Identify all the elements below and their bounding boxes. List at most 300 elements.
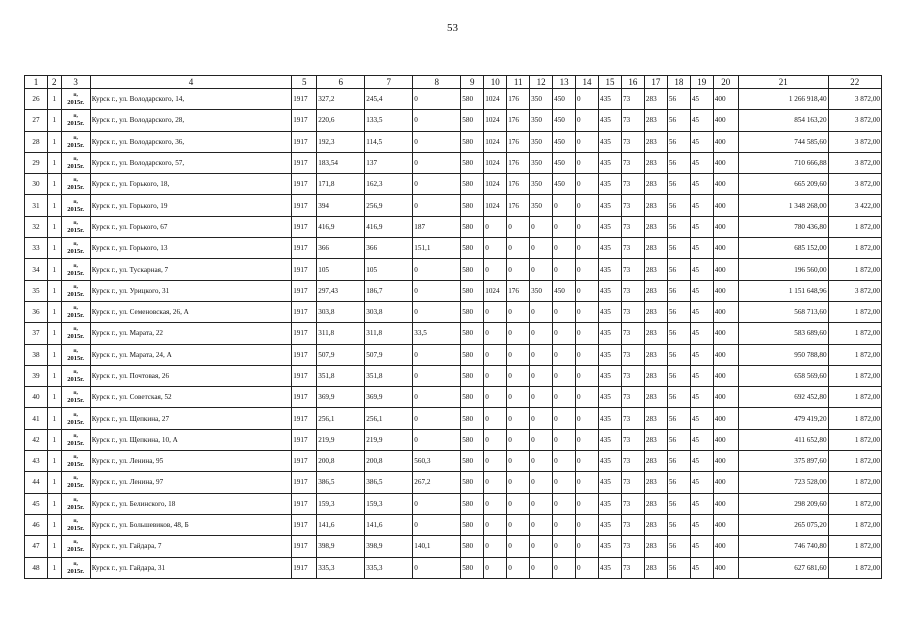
col-15-cell: 435 (599, 280, 622, 301)
col-13-cell: 450 (553, 152, 576, 173)
period-year: 2015г. (67, 226, 85, 234)
period-cell (61, 131, 90, 152)
year-built-cell: 1917 (292, 195, 317, 216)
total-area-cell: 303,8 (317, 301, 365, 322)
col-9-cell: 580 (461, 514, 484, 535)
period-year: 2015г. (67, 418, 85, 426)
rate-cell: 3 422,00 (828, 195, 881, 216)
address-cell: Курск г., ул. Тускарная, 7 (90, 259, 291, 280)
address-cell: Курск г., ул. Володарского, 28, (90, 110, 291, 131)
col-14-cell: 0 (576, 110, 599, 131)
address-cell: Курск г., ул. Большевиков, 48, Б (90, 514, 291, 535)
rate-cell: 1 872,00 (828, 216, 881, 237)
col-9-cell: 580 (461, 493, 484, 514)
category-cell: 1 (47, 280, 61, 301)
col-14-cell: 0 (576, 493, 599, 514)
col-19-cell: 45 (690, 408, 713, 429)
rate-cell: 1 872,00 (828, 472, 881, 493)
col-8-cell: 0 (413, 493, 461, 514)
year-built-cell: 1917 (292, 216, 317, 237)
col-19-cell: 45 (690, 451, 713, 472)
period-prefix: п, (73, 262, 78, 269)
col-18-cell: 56 (667, 174, 690, 195)
col-16-cell: 73 (621, 472, 644, 493)
address-cell: Курск г., ул. Горького, 18, (90, 174, 291, 195)
col-10-cell: 0 (484, 472, 507, 493)
row-number-cell: 31 (25, 195, 48, 216)
table-row (25, 514, 882, 535)
living-area-cell: 335,3 (365, 557, 413, 578)
col-9-cell: 580 (461, 280, 484, 301)
total-cost-cell: 375 897,60 (738, 451, 828, 472)
period-cell (61, 174, 90, 195)
col-13-cell: 0 (553, 323, 576, 344)
row-number-cell: 41 (25, 408, 48, 429)
col-18-cell: 56 (667, 472, 690, 493)
col-8-cell: 0 (413, 557, 461, 578)
col-18-cell: 56 (667, 195, 690, 216)
col-18-cell: 56 (667, 110, 690, 131)
col-12-cell: 0 (530, 238, 553, 259)
col-15-cell: 435 (599, 131, 622, 152)
period-year: 2015г. (67, 503, 85, 511)
period-year: 2015г. (67, 205, 85, 213)
total-area-cell: 398,9 (317, 536, 365, 557)
col-20-cell: 400 (713, 429, 738, 450)
total-cost-cell: 627 681,60 (738, 557, 828, 578)
table-row (25, 387, 882, 408)
total-area-cell: 219,9 (317, 429, 365, 450)
address-cell: Курск г., ул. Ленина, 95 (90, 451, 291, 472)
col-20-cell: 400 (713, 387, 738, 408)
total-area-cell: 327,2 (317, 89, 365, 110)
living-area-cell: 416,9 (365, 216, 413, 237)
col-9-cell: 580 (461, 472, 484, 493)
col-15-cell: 435 (599, 259, 622, 280)
period-year: 2015г. (67, 312, 85, 320)
col-12-cell: 0 (530, 429, 553, 450)
living-area-cell: 366 (365, 238, 413, 259)
living-area-cell: 507,9 (365, 344, 413, 365)
category-cell: 1 (47, 557, 61, 578)
col-19-cell: 45 (690, 301, 713, 322)
row-number-cell: 27 (25, 110, 48, 131)
col-12-cell: 0 (530, 451, 553, 472)
col-9-cell: 580 (461, 451, 484, 472)
col-14-cell: 0 (576, 152, 599, 173)
category-cell: 1 (47, 344, 61, 365)
rate-cell: 1 872,00 (828, 259, 881, 280)
col-17-cell: 283 (644, 472, 667, 493)
col-17-cell: 283 (644, 408, 667, 429)
row-number-cell: 29 (25, 152, 48, 173)
col-14-cell: 0 (576, 514, 599, 535)
living-area-cell: 114,5 (365, 131, 413, 152)
col-16-cell: 73 (621, 110, 644, 131)
period-cell (61, 89, 90, 110)
period-prefix: п, (73, 305, 78, 312)
col-19-cell: 45 (690, 557, 713, 578)
col-12-cell: 0 (530, 216, 553, 237)
col-16-cell: 73 (621, 451, 644, 472)
row-number-cell: 48 (25, 557, 48, 578)
row-number-cell: 30 (25, 174, 48, 195)
col-12-cell: 0 (530, 493, 553, 514)
col-8-cell: 187 (413, 216, 461, 237)
col-11-cell: 0 (507, 301, 530, 322)
col-13-cell: 0 (553, 514, 576, 535)
total-cost-cell: 1 348 268,00 (738, 195, 828, 216)
col-14-cell: 0 (576, 238, 599, 259)
col-18-cell: 56 (667, 323, 690, 344)
col-19-cell: 45 (690, 514, 713, 535)
col-9-cell: 580 (461, 259, 484, 280)
col-18-cell: 56 (667, 387, 690, 408)
col-15-cell: 435 (599, 514, 622, 535)
rate-cell: 1 872,00 (828, 365, 881, 386)
col-15-cell: 435 (599, 238, 622, 259)
total-area-cell: 220,6 (317, 110, 365, 131)
col-16-cell: 73 (621, 238, 644, 259)
address-cell: Курск г., ул. Володарского, 57, (90, 152, 291, 173)
col-20-cell: 400 (713, 152, 738, 173)
address-cell: Курск г., ул. Марата, 24, А (90, 344, 291, 365)
col-12-cell: 0 (530, 259, 553, 280)
table-row (25, 216, 882, 237)
period-cell (61, 514, 90, 535)
living-area-cell: 137 (365, 152, 413, 173)
period-cell (61, 301, 90, 322)
total-area-cell: 183,54 (317, 152, 365, 173)
category-cell: 1 (47, 472, 61, 493)
total-area-cell: 159,3 (317, 493, 365, 514)
table-row (25, 344, 882, 365)
column-header: 17 (644, 76, 667, 89)
column-header: 8 (413, 76, 461, 89)
table-row (25, 195, 882, 216)
row-number-cell: 38 (25, 344, 48, 365)
col-18-cell: 56 (667, 280, 690, 301)
col-12-cell: 350 (530, 110, 553, 131)
col-12-cell: 350 (530, 131, 553, 152)
category-cell: 1 (47, 493, 61, 514)
rate-cell: 1 872,00 (828, 301, 881, 322)
col-8-cell: 0 (413, 429, 461, 450)
col-14-cell: 0 (576, 216, 599, 237)
col-8-cell: 0 (413, 514, 461, 535)
period-cell (61, 259, 90, 280)
row-number-cell: 34 (25, 259, 48, 280)
category-cell: 1 (47, 110, 61, 131)
row-number-cell: 43 (25, 451, 48, 472)
col-9-cell: 580 (461, 536, 484, 557)
total-cost-cell: 780 436,80 (738, 216, 828, 237)
living-area-cell: 200,8 (365, 451, 413, 472)
col-10-cell: 1024 (484, 110, 507, 131)
total-cost-cell: 723 528,00 (738, 472, 828, 493)
column-header: 6 (317, 76, 365, 89)
year-built-cell: 1917 (292, 344, 317, 365)
period-year: 2015г. (67, 141, 85, 149)
total-area-cell: 171,8 (317, 174, 365, 195)
col-14-cell: 0 (576, 301, 599, 322)
col-12-cell: 0 (530, 344, 553, 365)
category-cell: 1 (47, 451, 61, 472)
address-cell: Курск г., ул. Марата, 22 (90, 323, 291, 344)
category-cell: 1 (47, 238, 61, 259)
total-cost-cell: 854 163,20 (738, 110, 828, 131)
living-area-cell: 159,3 (365, 493, 413, 514)
total-area-cell: 297,43 (317, 280, 365, 301)
col-16-cell: 73 (621, 365, 644, 386)
col-11-cell: 0 (507, 472, 530, 493)
col-19-cell: 45 (690, 472, 713, 493)
col-8-cell: 33,5 (413, 323, 461, 344)
col-11-cell: 0 (507, 493, 530, 514)
total-cost-cell: 265 075,20 (738, 514, 828, 535)
col-17-cell: 283 (644, 493, 667, 514)
col-11-cell: 0 (507, 451, 530, 472)
period-year: 2015г. (67, 567, 85, 575)
total-area-cell: 507,9 (317, 344, 365, 365)
col-17-cell: 283 (644, 238, 667, 259)
col-14-cell: 0 (576, 344, 599, 365)
col-9-cell: 580 (461, 323, 484, 344)
col-11-cell: 0 (507, 344, 530, 365)
period-year: 2015г. (67, 354, 85, 362)
col-16-cell: 73 (621, 216, 644, 237)
col-12-cell: 0 (530, 323, 553, 344)
col-18-cell: 56 (667, 238, 690, 259)
address-cell: Курск г., ул. Горького, 19 (90, 195, 291, 216)
rate-cell: 3 872,00 (828, 131, 881, 152)
column-header: 4 (90, 76, 291, 89)
rate-cell: 3 872,00 (828, 280, 881, 301)
table-row (25, 493, 882, 514)
category-cell: 1 (47, 301, 61, 322)
col-10-cell: 0 (484, 451, 507, 472)
col-14-cell: 0 (576, 174, 599, 195)
period-cell (61, 472, 90, 493)
col-15-cell: 435 (599, 152, 622, 173)
row-number-cell: 40 (25, 387, 48, 408)
col-15-cell: 435 (599, 408, 622, 429)
col-20-cell: 400 (713, 472, 738, 493)
table-row (25, 238, 882, 259)
period-cell (61, 110, 90, 131)
col-16-cell: 73 (621, 195, 644, 216)
address-cell: Курск г., ул. Гайдара, 7 (90, 536, 291, 557)
col-13-cell: 450 (553, 131, 576, 152)
year-built-cell: 1917 (292, 110, 317, 131)
year-built-cell: 1917 (292, 365, 317, 386)
total-cost-cell: 665 209,60 (738, 174, 828, 195)
col-17-cell: 283 (644, 557, 667, 578)
period-cell (61, 387, 90, 408)
year-built-cell: 1917 (292, 451, 317, 472)
col-16-cell: 73 (621, 514, 644, 535)
period-prefix: п, (73, 454, 78, 461)
total-cost-cell: 746 740,80 (738, 536, 828, 557)
col-19-cell: 45 (690, 493, 713, 514)
col-20-cell: 400 (713, 323, 738, 344)
period-prefix: п, (73, 177, 78, 184)
table-row (25, 259, 882, 280)
year-built-cell: 1917 (292, 174, 317, 195)
total-area-cell: 311,8 (317, 323, 365, 344)
period-prefix: п, (73, 369, 78, 375)
col-18-cell: 56 (667, 408, 690, 429)
period-year: 2015г. (67, 99, 85, 107)
col-17-cell: 283 (644, 280, 667, 301)
col-10-cell: 1024 (484, 280, 507, 301)
col-16-cell: 73 (621, 344, 644, 365)
total-area-cell: 141,6 (317, 514, 365, 535)
column-header: 18 (667, 76, 690, 89)
period-prefix: п, (73, 198, 78, 205)
col-14-cell: 0 (576, 387, 599, 408)
col-14-cell: 0 (576, 429, 599, 450)
col-10-cell: 1024 (484, 195, 507, 216)
year-built-cell: 1917 (292, 408, 317, 429)
rate-cell: 3 872,00 (828, 110, 881, 131)
col-15-cell: 435 (599, 89, 622, 110)
col-17-cell: 283 (644, 365, 667, 386)
rate-cell: 1 872,00 (828, 514, 881, 535)
col-14-cell: 0 (576, 536, 599, 557)
col-19-cell: 45 (690, 216, 713, 237)
col-20-cell: 400 (713, 238, 738, 259)
col-11-cell: 0 (507, 216, 530, 237)
col-19-cell: 45 (690, 344, 713, 365)
category-cell: 1 (47, 259, 61, 280)
col-13-cell: 0 (553, 493, 576, 514)
col-16-cell: 73 (621, 387, 644, 408)
period-prefix: п, (73, 326, 78, 333)
total-area-cell: 394 (317, 195, 365, 216)
table-row (25, 536, 882, 557)
rate-cell: 1 872,00 (828, 451, 881, 472)
page-number: 53 (447, 22, 458, 34)
table-body (25, 89, 882, 579)
col-11-cell: 176 (507, 152, 530, 173)
col-20-cell: 400 (713, 89, 738, 110)
table-row (25, 110, 882, 131)
table-row (25, 472, 882, 493)
col-20-cell: 400 (713, 493, 738, 514)
col-19-cell: 45 (690, 259, 713, 280)
col-12-cell: 0 (530, 514, 553, 535)
col-16-cell: 73 (621, 152, 644, 173)
col-18-cell: 56 (667, 451, 690, 472)
period-prefix: п, (73, 432, 78, 439)
col-19-cell: 45 (690, 323, 713, 344)
year-built-cell: 1917 (292, 301, 317, 322)
col-11-cell: 0 (507, 323, 530, 344)
period-cell (61, 493, 90, 514)
column-header: 10 (484, 76, 507, 89)
col-18-cell: 56 (667, 216, 690, 237)
col-10-cell: 0 (484, 216, 507, 237)
period-cell (61, 408, 90, 429)
row-number-cell: 36 (25, 301, 48, 322)
col-9-cell: 580 (461, 110, 484, 131)
total-area-cell: 351,8 (317, 365, 365, 386)
category-cell: 1 (47, 365, 61, 386)
col-16-cell: 73 (621, 280, 644, 301)
rate-cell: 1 872,00 (828, 536, 881, 557)
total-cost-cell: 658 569,60 (738, 365, 828, 386)
year-built-cell: 1917 (292, 387, 317, 408)
col-18-cell: 56 (667, 365, 690, 386)
rate-cell: 3 872,00 (828, 152, 881, 173)
col-18-cell: 56 (667, 301, 690, 322)
col-11-cell: 0 (507, 387, 530, 408)
col-14-cell: 0 (576, 323, 599, 344)
col-9-cell: 580 (461, 174, 484, 195)
col-17-cell: 283 (644, 301, 667, 322)
total-cost-cell: 298 209,60 (738, 493, 828, 514)
address-cell: Курск г., ул. Ленина, 97 (90, 472, 291, 493)
col-19-cell: 45 (690, 429, 713, 450)
period-cell (61, 451, 90, 472)
period-cell (61, 557, 90, 578)
col-13-cell: 0 (553, 472, 576, 493)
col-8-cell: 0 (413, 131, 461, 152)
column-header: 5 (292, 76, 317, 89)
col-10-cell: 1024 (484, 152, 507, 173)
col-8-cell: 0 (413, 110, 461, 131)
col-13-cell: 450 (553, 110, 576, 131)
year-built-cell: 1917 (292, 514, 317, 535)
total-cost-cell: 950 788,80 (738, 344, 828, 365)
total-area-cell: 256,1 (317, 408, 365, 429)
total-cost-cell: 710 666,88 (738, 152, 828, 173)
col-19-cell: 45 (690, 152, 713, 173)
col-12-cell: 0 (530, 387, 553, 408)
col-17-cell: 283 (644, 323, 667, 344)
col-15-cell: 435 (599, 365, 622, 386)
row-number-cell: 35 (25, 280, 48, 301)
col-9-cell: 580 (461, 344, 484, 365)
category-cell: 1 (47, 89, 61, 110)
total-cost-cell: 583 689,60 (738, 323, 828, 344)
category-cell: 1 (47, 131, 61, 152)
col-10-cell: 0 (484, 514, 507, 535)
col-12-cell: 0 (530, 536, 553, 557)
col-17-cell: 283 (644, 110, 667, 131)
table-row (25, 301, 882, 322)
col-11-cell: 0 (507, 259, 530, 280)
period-prefix: п, (73, 560, 78, 567)
col-15-cell: 435 (599, 451, 622, 472)
rate-cell: 1 872,00 (828, 323, 881, 344)
col-18-cell: 56 (667, 429, 690, 450)
year-built-cell: 1917 (292, 536, 317, 557)
col-8-cell: 0 (413, 280, 461, 301)
col-19-cell: 45 (690, 536, 713, 557)
year-built-cell: 1917 (292, 280, 317, 301)
col-18-cell: 56 (667, 536, 690, 557)
col-9-cell: 580 (461, 387, 484, 408)
period-cell (61, 365, 90, 386)
living-area-cell: 141,6 (365, 514, 413, 535)
col-11-cell: 176 (507, 89, 530, 110)
col-20-cell: 400 (713, 451, 738, 472)
col-18-cell: 56 (667, 259, 690, 280)
period-cell (61, 280, 90, 301)
column-header: 7 (365, 76, 413, 89)
